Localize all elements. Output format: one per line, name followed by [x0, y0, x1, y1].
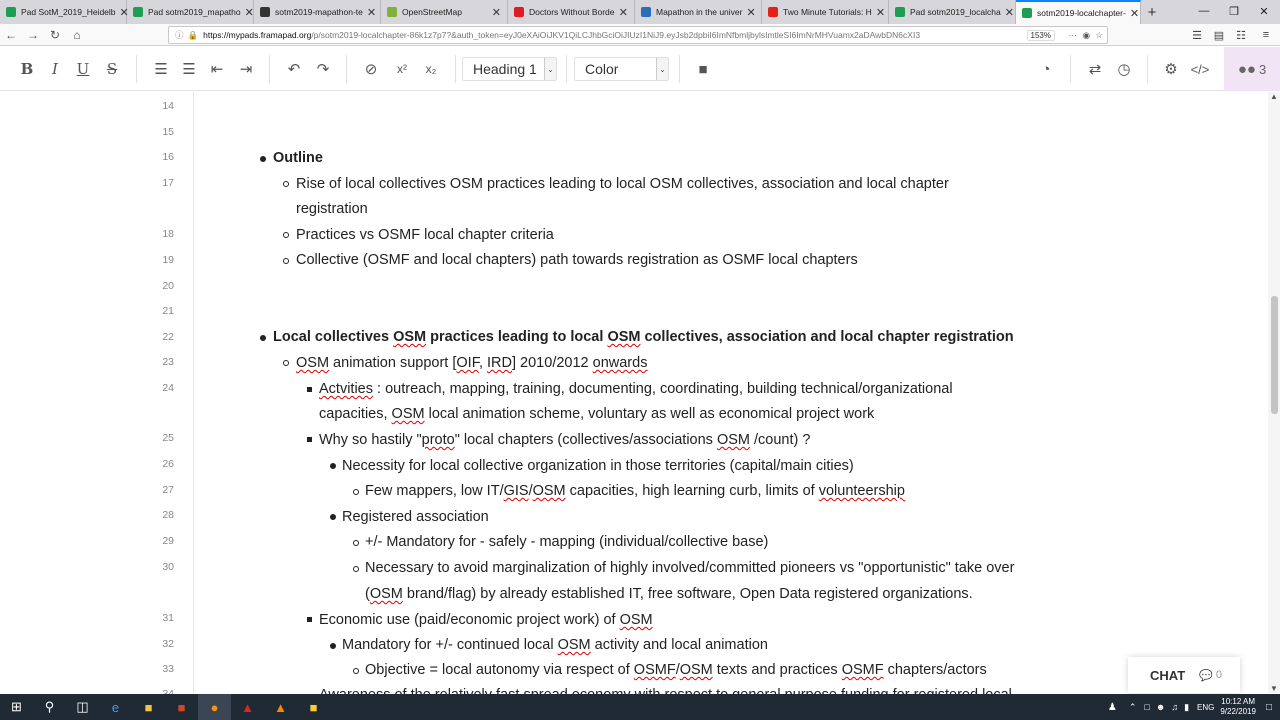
more-actions-icon[interactable]: ···	[1068, 30, 1077, 40]
line-number: 33	[162, 663, 174, 675]
new-tab-icon[interactable]: +	[1147, 3, 1157, 21]
powerpoint-icon[interactable]: ■	[177, 699, 186, 715]
favicon-icon	[6, 7, 16, 17]
redo-icon[interactable]: ↷	[316, 61, 330, 78]
list-item-continued: (OSM brand/flag) by already established IT, free software, Open Data registered organizations.	[365, 586, 973, 602]
browser-tab[interactable]	[127, 0, 254, 24]
list-item: Necessary to avoid marginalization of highly involved/committed pioneers vs "opportunistic" take over	[365, 560, 1015, 576]
browser-tab-title: sotm2019-mapathon-te	[275, 7, 363, 17]
bullet-icon	[353, 489, 359, 495]
users-icon: ●●	[1237, 60, 1256, 78]
strikethrough-icon[interactable]: S	[106, 60, 118, 78]
browser-tab[interactable]	[889, 0, 1016, 24]
line-number: 23	[162, 356, 174, 368]
clear-authorship-icon[interactable]: ⊘	[364, 61, 378, 78]
browser-tab-title: Pad sotm2019_localcha	[910, 7, 1001, 17]
line-number: 30	[162, 561, 174, 573]
notepad-icon[interactable]: ■	[309, 699, 318, 715]
bullet-icon	[307, 437, 312, 442]
acrobat-icon[interactable]: ▲	[241, 699, 254, 715]
windows-taskbar	[0, 694, 1280, 720]
forward-icon[interactable]: →	[27, 27, 39, 42]
line-number: 29	[162, 535, 174, 547]
restore-icon[interactable]: ❐	[1229, 5, 1239, 18]
line-number: 28	[162, 509, 174, 521]
home-icon[interactable]: ⌂	[73, 27, 81, 42]
search-icon[interactable]: ⚲	[44, 699, 55, 714]
list-item: Economic use (paid/economic project work) of OSM	[319, 612, 653, 628]
favicon-icon	[514, 7, 524, 17]
line-number: 31	[162, 612, 174, 624]
system-tray	[1108, 694, 1280, 720]
list-item: Few mappers, low IT/GIS/OSM capacities, high learning curb, limits of volunteership	[365, 483, 905, 499]
import-export-icon[interactable]: ⇄	[1088, 61, 1102, 78]
outdent-icon[interactable]: ⇤	[210, 61, 224, 78]
firefox-icon[interactable]: ●	[198, 694, 231, 720]
bullet-icon	[330, 643, 336, 649]
browser-tab[interactable]	[1016, 0, 1141, 24]
vertical-scrollbar[interactable]	[1268, 92, 1280, 693]
browser-tab[interactable]	[508, 0, 635, 24]
bullet-icon	[330, 463, 336, 469]
line-number: 21	[162, 305, 174, 317]
pad-document[interactable]	[0, 92, 1268, 693]
line-number: 32	[162, 638, 174, 650]
line-number: 19	[162, 254, 174, 266]
divider	[136, 55, 137, 83]
sidebar-icon[interactable]: ▤	[1213, 29, 1225, 42]
line-number: 16	[162, 151, 174, 163]
browser-tab-title: sotm2019-localchapter-	[1037, 8, 1126, 18]
line-number: 20	[162, 280, 174, 292]
divider	[346, 55, 347, 83]
menu-icon[interactable]: ≡	[1262, 29, 1270, 41]
close-tab-icon[interactable]: ✕	[244, 6, 254, 19]
chevron-up-icon[interactable]: ⌃	[1128, 701, 1137, 712]
dashboard-icon[interactable]: ◔	[1041, 60, 1051, 78]
bookmark-star-icon[interactable]: ☆	[1095, 29, 1103, 40]
close-window-icon[interactable]: ✕	[1259, 5, 1269, 18]
chat-label: CHAT	[1150, 667, 1186, 683]
undo-icon[interactable]: ↶	[287, 61, 301, 78]
line-number: 15	[162, 126, 174, 138]
favicon-icon	[641, 7, 651, 17]
url-host: https://mypads.framapad.org	[203, 30, 312, 40]
network-icon[interactable]: □	[1144, 702, 1150, 712]
reload-icon[interactable]: ↻	[49, 27, 61, 42]
unordered-list-icon[interactable]: ☰	[182, 61, 196, 78]
favicon-icon	[768, 7, 778, 17]
divider	[1070, 55, 1071, 83]
browser-tab[interactable]	[0, 0, 127, 24]
reader-icon[interactable]: ☷	[1236, 29, 1246, 42]
line-number: 24	[162, 382, 174, 394]
subscript-icon[interactable]: x₂	[425, 62, 437, 76]
comment-icon[interactable]: ■	[698, 60, 708, 78]
list-item: Why so hastily "proto" local chapters (collectives/associations OSM /count) ?	[319, 432, 811, 448]
italic-icon[interactable]: I	[52, 60, 58, 78]
line-number: 26	[162, 458, 174, 470]
list-item: Collective (OSMF and local chapters) path towards registration as OSMF local chapters	[296, 252, 858, 268]
users-button[interactable]	[1224, 47, 1280, 91]
list-item: Practices vs OSMF local chapter criteria	[296, 227, 554, 243]
bullet-icon	[260, 335, 266, 341]
bullet-icon	[283, 232, 289, 238]
volume-icon[interactable]: ♫	[1171, 702, 1179, 712]
notifications-icon[interactable]: □	[1265, 701, 1272, 713]
browser-tab[interactable]	[762, 0, 889, 24]
info-icon[interactable]: ⓘ	[175, 30, 184, 40]
battery-icon[interactable]: ▮	[1184, 701, 1190, 712]
favicon-icon	[260, 7, 270, 17]
bullet-icon	[283, 360, 289, 366]
clock-time: 10:12 AM	[1221, 697, 1256, 706]
browser-tab-title: Two Minute Tutorials: H	[783, 7, 872, 17]
file-explorer-icon[interactable]: ■	[144, 699, 153, 715]
bullet-icon	[353, 566, 359, 572]
list-item-continued: capacities, OSM local animation scheme, voluntary as well as economical project work	[319, 406, 875, 422]
list-item: Registered association	[342, 509, 489, 525]
pocket-icon[interactable]: ◉	[1082, 29, 1090, 40]
section-heading: Local collectives OSM practices leading to local OSM collectives, association and local chapter registration	[273, 329, 1014, 345]
edge-icon[interactable]: e	[111, 699, 120, 715]
heading-select[interactable]	[462, 57, 557, 81]
browser-tab-title: Pad SotM_2019_Heidelb	[21, 7, 116, 17]
browser-tab-strip	[0, 0, 1280, 24]
vlc-icon[interactable]: ▲	[274, 699, 287, 715]
line-number: 25	[162, 432, 174, 444]
browser-tab-title: OpenStreetMap	[402, 7, 463, 17]
close-tab-icon[interactable]: ✕	[119, 6, 129, 19]
url-path: /p/sotm2019-localchapter-86k1z7p7?&auth_token=eyJ0eXAiOiJKV1QiLCJhbGciOiJIUzI1NiJ9.eyJsb2dpbiI6ImNfbmljbylsImtleSI6ImNrMHVuamx2aDAwbDN6cXI3	[311, 30, 921, 40]
close-tab-icon[interactable]: ✕	[491, 6, 501, 19]
library-icon[interactable]: ☰	[1192, 29, 1202, 42]
list-item: OSM animation support [OIF, IRD] 2010/2012 onwards	[296, 355, 648, 371]
underline-icon[interactable]: U	[76, 60, 90, 78]
scroll-up-icon[interactable]: ▲	[1270, 92, 1278, 101]
list-item: Actvities : outreach, mapping, training, documenting, coordinating, building technical/organizational	[319, 381, 953, 397]
user-count: 3	[1258, 61, 1267, 77]
chat-bubble-icon: 💬	[1199, 669, 1213, 682]
close-tab-icon[interactable]: ✕	[875, 6, 886, 19]
bullet-icon	[283, 181, 289, 187]
favicon-icon	[1022, 8, 1032, 18]
line-number: 17	[162, 177, 174, 189]
heading-select-value: Heading 1	[473, 61, 537, 77]
divider	[455, 55, 456, 83]
ordered-list-icon[interactable]: ☰	[154, 61, 168, 78]
bullet-icon	[353, 668, 359, 674]
list-item: Rise of local collectives OSM practices leading to local OSM collectives, association and local chapter	[296, 176, 949, 192]
favicon-icon	[133, 7, 143, 17]
list-item: Objective = local autonomy via respect of OSMF/OSM texts and practices OSMF chapters/actors	[365, 662, 987, 678]
superscript-icon[interactable]: x²	[397, 62, 407, 76]
browser-tab[interactable]	[635, 0, 762, 24]
color-select[interactable]	[574, 57, 669, 81]
line-number: 18	[162, 228, 174, 240]
url-bar[interactable]	[168, 26, 1108, 44]
windows-start-icon[interactable]: ⊞	[11, 699, 22, 714]
bullet-icon	[283, 258, 289, 264]
minimize-icon[interactable]: —	[1198, 5, 1210, 17]
back-icon[interactable]: ←	[5, 27, 17, 42]
embed-code-icon[interactable]: </>	[1190, 61, 1210, 77]
browser-tab-title: Mapathon in the univer	[656, 7, 743, 17]
line-number: 14	[162, 100, 174, 112]
list-item: Necessity for local collective organization in those territories (capital/main cities)	[342, 458, 854, 474]
chat-count: 0	[1215, 669, 1222, 681]
favicon-icon	[895, 7, 905, 17]
line-number: 27	[162, 484, 174, 496]
bullet-icon	[330, 514, 336, 520]
heading-outline: Outline	[273, 150, 323, 166]
browser-tab[interactable]	[254, 0, 381, 24]
editor-toolbar	[0, 47, 1280, 91]
list-item: +/- Mandatory for - safely - mapping (individual/collective base)	[365, 534, 769, 550]
scrollbar-thumb[interactable]	[1271, 296, 1278, 414]
chevron-down-icon: ⌄	[544, 58, 556, 80]
divider	[1147, 55, 1148, 83]
indent-icon[interactable]: ⇥	[239, 61, 253, 78]
browser-tab-title: Pad sotm2019_mapatho	[148, 7, 241, 17]
list-item-continued: registration	[296, 201, 368, 217]
divider	[566, 55, 567, 83]
browser-tab[interactable]	[381, 0, 508, 24]
close-tab-icon[interactable]: ✕	[1004, 6, 1014, 19]
chevron-down-icon: ⌄	[656, 58, 668, 80]
zoom-level[interactable]: 153%	[1027, 30, 1055, 41]
people-icon[interactable]: ♟	[1107, 701, 1117, 713]
bold-icon[interactable]: B	[20, 60, 34, 78]
line-number: 22	[162, 331, 174, 343]
wifi-icon[interactable]: ☻	[1155, 702, 1166, 712]
line-number-gutter	[0, 92, 194, 693]
browser-tab-title: Doctors Without Borde	[529, 7, 615, 17]
bullet-icon	[353, 540, 359, 546]
divider	[269, 55, 270, 83]
close-tab-icon[interactable]: ✕	[746, 6, 756, 19]
chat-button[interactable]	[1128, 657, 1240, 693]
clock[interactable]	[1220, 697, 1256, 717]
clock-date: 9/22/2019	[1220, 707, 1256, 716]
language-indicator[interactable]: ENG	[1197, 702, 1215, 712]
settings-gear-icon[interactable]: ⚙	[1164, 61, 1178, 78]
bullet-icon	[307, 387, 312, 392]
navigation-bar	[0, 24, 1280, 46]
list-item: Mandatory for +/- continued local OSM activity and local animation	[342, 637, 768, 653]
bullet-icon	[307, 617, 312, 622]
favicon-icon	[387, 7, 397, 17]
bullet-icon	[260, 156, 266, 162]
lock-icon: 🔒	[187, 29, 199, 40]
color-select-value: Color	[585, 61, 619, 77]
history-icon[interactable]: ◷	[1117, 61, 1131, 78]
divider	[679, 55, 680, 83]
close-tab-icon[interactable]: ✕	[366, 6, 377, 19]
close-tab-icon[interactable]: ✕	[618, 6, 628, 19]
close-tab-icon[interactable]: ✕	[1129, 7, 1140, 20]
task-view-icon[interactable]: ◫	[76, 699, 89, 714]
scroll-down-icon[interactable]: ▼	[1270, 684, 1278, 693]
